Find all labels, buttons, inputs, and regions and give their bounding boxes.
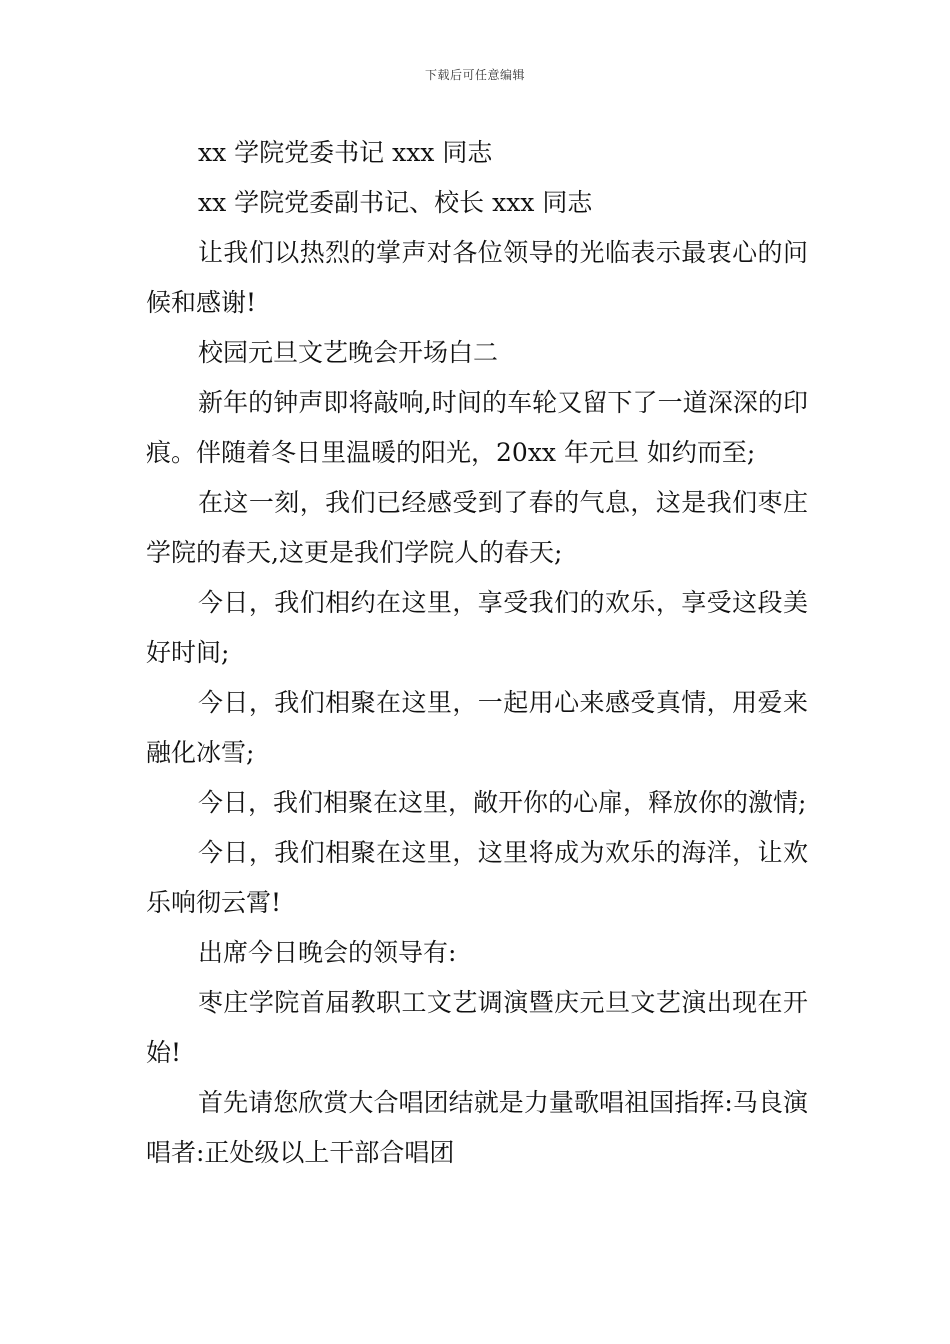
page-header-note: 下载后可任意编辑 bbox=[424, 68, 525, 82]
paragraph-today-3: 今日，我们相聚在这里，敞开你的心扉，释放你的激情; bbox=[198, 788, 807, 817]
paragraph-new-year: 新年的钟声即将敲响,时间的车轮又留下了一道深深的印痕。伴随着冬日里温暖的阳光，20xx 年元旦 如约而至; bbox=[146, 388, 808, 467]
paragraph-leader-1: xx 学院党委书记 xxx 同志 bbox=[198, 138, 493, 167]
paragraph-spring: 在这一刻，我们已经感受到了春的气息，这是我们枣庄学院的春天,这更是我们学院人的春天; bbox=[146, 488, 808, 567]
paragraph-applause: 让我们以热烈的掌声对各位领导的光临表示最衷心的问候和感谢! bbox=[146, 238, 808, 317]
document-body bbox=[146, 128, 808, 1178]
paragraph-today-2: 今日，我们相聚在这里，一起用心来感受真情，用爱来融化冰雪; bbox=[146, 688, 808, 767]
section-heading: 校园元旦文艺晚会开场白二 bbox=[198, 338, 499, 367]
paragraph-chorus: 首先请您欣赏大合唱团结就是力量歌唱祖国指挥:马良演唱者:正处级以上干部合唱团 bbox=[146, 1088, 808, 1167]
paragraph-today-1: 今日，我们相约在这里，享受我们的欢乐，享受这段美好时间; bbox=[146, 588, 808, 667]
paragraph-today-4: 今日，我们相聚在这里，这里将成为欢乐的海洋，让欢乐响彻云霄! bbox=[146, 838, 808, 917]
paragraph-leaders-present: 出席今日晚会的领导有: bbox=[198, 938, 457, 967]
paragraph-performance-start: 枣庄学院首届教职工文艺调演暨庆元旦文艺演出现在开始! bbox=[146, 988, 808, 1067]
paragraph-leader-2: xx 学院党委副书记、校长 xxx 同志 bbox=[198, 188, 593, 217]
